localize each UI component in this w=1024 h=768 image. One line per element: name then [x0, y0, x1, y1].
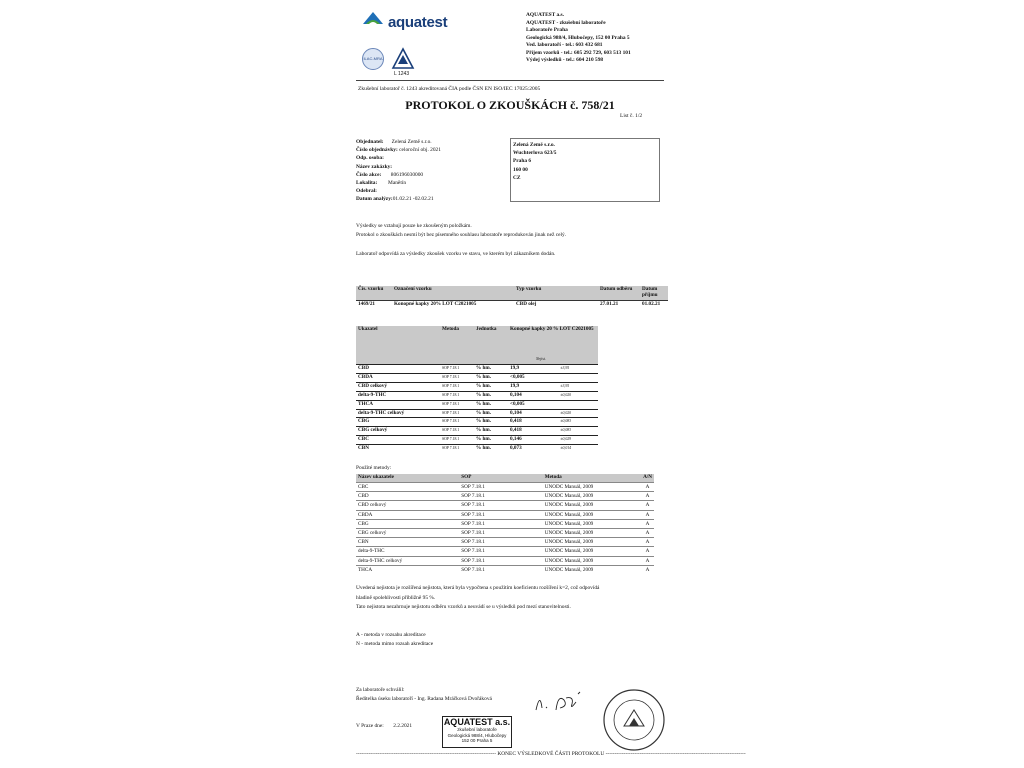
results-name-cell: CBN [356, 445, 440, 453]
document-title: PROTOKOL O ZKOUŠKÁCH č. 758/21 [405, 98, 615, 112]
customer-info [356, 138, 506, 204]
table-row [356, 483, 654, 492]
logo-text: aquatest [388, 14, 448, 31]
table-cell: A [641, 547, 654, 556]
table-cell: A [641, 492, 654, 501]
stamp-title: AQUATEST a.s. [443, 717, 511, 727]
column-header: Čís. vzorku [358, 286, 384, 292]
protocol-page [350, 0, 746, 768]
table-header-row [356, 474, 654, 483]
table-cell: THCA [356, 565, 459, 574]
address-line: Příjem vzorků - tel.: 605 292 729, 603 513 101 [526, 49, 631, 56]
table-row [356, 492, 654, 501]
results-unit-cell: % hm. [474, 382, 508, 391]
table-cell: CBD [356, 492, 459, 501]
table-row [356, 510, 654, 519]
table-cell: A [641, 501, 654, 510]
table-cell: SOP 7.18.1 [459, 483, 542, 492]
column-header: A/N [643, 474, 652, 480]
results-method-cell: SOP 7.18.1 [440, 427, 474, 436]
table-cell: delta-9-THC [356, 547, 459, 556]
table-cell: SOP 7.18.1 [459, 565, 542, 574]
results-unit-cell: % hm. [474, 427, 508, 436]
table-cell: UNODC Manuál, 2009 [543, 547, 641, 556]
address-line: Výdej výsledků - tel.: 604 210 598 [526, 57, 604, 63]
column-header: Metoda [442, 326, 459, 332]
table-cell: SOP 7.18.1 [459, 538, 542, 547]
results-name-cell: CBC [356, 436, 440, 445]
table-cell: UNODC Manuál, 2009 [543, 510, 641, 519]
table-row [356, 565, 654, 574]
results-method-cell: SOP 7.18.1 [440, 391, 474, 400]
scope-notes [356, 222, 656, 240]
table-cell: SOP 7.18.1 [459, 547, 542, 556]
customer-row: Datum analýzy:01.02.21 -02.02.21 [356, 196, 434, 203]
table-row [356, 501, 654, 510]
recipient-line: Wuchterlova 623/5 [513, 150, 557, 157]
legend-a: A - metoda v rozsahu akreditace [356, 632, 426, 638]
results-uncertainty-cell: ±0,014 [558, 445, 598, 453]
results-unit-cell: % hm. [474, 436, 508, 445]
customer-row: Lokalita: Manětín [356, 180, 407, 187]
customer-row: Číslo akce: 806196030000 [356, 171, 424, 178]
column-header: Datum příjmu [642, 286, 658, 298]
table-cell: A [641, 529, 654, 538]
results-method-cell: SOP 7.18.1 [440, 418, 474, 427]
table-cell: UNODC Manuál, 2009 [543, 538, 641, 547]
company-stamp [442, 716, 512, 748]
stamp-line: 152 00 Praha 5 [461, 738, 493, 743]
table-header-row [356, 326, 598, 365]
table-row [356, 445, 598, 453]
header-divider [356, 80, 664, 81]
note-line: hladině spolehlivosti přibližně 95 %. [356, 594, 436, 601]
recipient-line: Zelená Země s.r.o. [513, 142, 555, 148]
table-row [356, 365, 598, 374]
column-header: Typ vzorku [516, 286, 542, 292]
results-name-cell: delta-9-THC [356, 391, 440, 400]
table-row [356, 436, 598, 445]
ilac-badge-icon: ILAC-MRA [362, 48, 384, 70]
results-name-cell: CBD [356, 365, 440, 374]
table-cell: CBD celkový [356, 501, 459, 510]
table-row [356, 400, 598, 409]
results-unit-cell: % hm. [474, 418, 508, 427]
table-cell: UNODC Manuál, 2009 [543, 492, 641, 501]
table-cell: A [641, 519, 654, 528]
customer-row: Odebral: [356, 188, 377, 195]
results-unit-cell: % hm. [474, 445, 508, 453]
table-row [356, 301, 668, 308]
table-cell: 1469/21 [356, 301, 392, 308]
address-line: Ved. laboratoří - tel.: 603 432 681 [526, 42, 603, 48]
approver-name: Ředitelka úseku laboratoří - Ing. Radana Mráčková Dvořáková [356, 696, 492, 702]
note-line: Výsledky se vztahují pouze ke zkoušeným položkám. [356, 223, 472, 229]
sheet-number: List č. 1/2 [620, 113, 643, 119]
table-cell: UNODC Manuál, 2009 [543, 556, 641, 565]
results-unit-cell: % hm. [474, 391, 508, 400]
table-cell: SOP 7.18.1 [459, 501, 542, 510]
table-row [356, 547, 654, 556]
table-cell: A [641, 556, 654, 565]
column-header: Datum odběru [600, 286, 633, 292]
results-method-cell: SOP 7.18.1 [440, 365, 474, 374]
results-name-cell: CBG [356, 418, 440, 427]
table-cell: UNODC Manuál, 2009 [543, 529, 641, 538]
results-value-cell: 19,9 [508, 365, 558, 374]
round-seal-icon [602, 688, 666, 752]
accreditation-number: L 1243 [394, 71, 410, 77]
table-cell: CBC [356, 483, 459, 492]
results-name-cell: CBDA [356, 373, 440, 382]
results-value-cell: 0,073 [508, 445, 558, 453]
table-cell: 27.01.21 [598, 301, 640, 308]
customer-row: Odp. osoba: [356, 155, 384, 162]
uncertainty-label: Nejist. [536, 357, 546, 361]
recipient-box [510, 138, 660, 202]
table-cell: SOP 7.18.1 [459, 492, 542, 501]
recipient-line: Praha 6 [513, 158, 532, 165]
address-line: Laboratoře Praha [526, 27, 568, 33]
cia-accreditation-icon [390, 46, 416, 72]
table-row [356, 529, 654, 538]
table-cell: Konopné kapky 20% LOT C2021005 [392, 301, 514, 308]
results-value-cell: <0,005 [508, 400, 558, 409]
results-uncertainty-cell: ±0,083 [558, 427, 598, 436]
results-value-cell: 0,104 [508, 391, 558, 400]
table-row [356, 382, 598, 391]
column-header: Metoda [544, 474, 562, 480]
results-method-cell: SOP 7.18.1 [440, 409, 474, 418]
end-of-results: ------------------------------------------------------------------------------ KONEC VÝSLEDKOVÉ ČÁSTI PROTOKOLU ------------------------------------------------------------------------------ [356, 751, 746, 757]
results-method-cell: SOP 7.18.1 [440, 445, 474, 453]
results-unit-cell: % hm. [474, 373, 508, 382]
stamp-line: zkušební laboratoře [457, 727, 497, 732]
results-method-cell: SOP 7.18.1 [440, 382, 474, 391]
table-cell: CBD olej [514, 301, 598, 308]
table-row [356, 373, 598, 382]
results-unit-cell: % hm. [474, 400, 508, 409]
customer-row: Název zakázky: [356, 163, 393, 170]
results-uncertainty-cell: ±0,029 [558, 436, 598, 445]
address-line: Geologická 988/4, Hlubočepy, 152 00 Praha 5 [526, 34, 630, 41]
liability-note: Laboratoř odpovídá za výsledky zkoušek vzorku ve stavu, ve kterém byl zákazníkem dodán. [356, 251, 556, 257]
table-row [356, 556, 654, 565]
results-uncertainty-cell [558, 373, 598, 382]
results-uncertainty-cell: ±3,95 [558, 382, 598, 391]
column-header: Ukazatel [358, 326, 378, 332]
results-value-cell: 19,9 [508, 382, 558, 391]
table-cell: A [641, 565, 654, 574]
table-cell: SOP 7.18.1 [459, 510, 542, 519]
table-cell: SOP 7.18.1 [459, 556, 542, 565]
signature-image [530, 688, 600, 714]
note-line: Uvedená nejistota je rozšířená nejistota, která byla vypočtena s použitím koeficientu rozšíření k=2, což odpovídá [356, 585, 600, 591]
column-header: Název ukazatele [358, 474, 394, 480]
table-row [356, 409, 598, 418]
table-row [356, 418, 598, 427]
results-value-cell: 0,104 [508, 409, 558, 418]
table-row [356, 427, 598, 436]
used-methods-body [356, 483, 654, 575]
address-line: AQUATEST a.s. [526, 12, 564, 18]
results-value-cell: 0,146 [508, 436, 558, 445]
table-cell: A [641, 510, 654, 519]
table-header-row [356, 286, 668, 301]
note-line: Tato nejistota nezahrnuje nejistotu odběru vzorků a neuvádí se u výsledků pod mezí stanovitelnosti. [356, 604, 571, 610]
table-cell: SOP 7.18.1 [459, 529, 542, 538]
approval-label: Za laboratoře schválil: [356, 687, 405, 693]
table-cell: SOP 7.18.1 [459, 519, 542, 528]
table-cell: CBDA [356, 510, 459, 519]
approval-date: V Praze dne: 2.2.2021 [356, 723, 413, 729]
accreditation-statement: Zkušební laboratoř č. 1243 akreditovaná ČIA podle ČSN EN ISO/IEC 17025:2005 [358, 86, 541, 92]
results-name-cell: CBG celkový [356, 427, 440, 436]
results-unit-cell: % hm. [474, 365, 508, 374]
recipient-line: CZ [513, 174, 521, 181]
results-uncertainty-cell: ±0,020 [558, 391, 598, 400]
table-cell: UNODC Manuál, 2009 [543, 501, 641, 510]
column-header: Označení vzorku [394, 286, 432, 292]
results-uncertainty-cell: ±3,95 [558, 365, 598, 374]
column-header: Konopné kapky 20 % LOT C2021005 [510, 326, 594, 332]
recipient-line: 160 00 [513, 166, 528, 173]
used-methods-table [356, 474, 654, 574]
aquatest-logo-icon [362, 10, 384, 26]
results-name-cell: THCA [356, 400, 440, 409]
table-cell: CBN [356, 538, 459, 547]
table-row [356, 391, 598, 400]
results-body [356, 365, 598, 454]
results-value-cell: <0,005 [508, 373, 558, 382]
results-method-cell: SOP 7.18.1 [440, 436, 474, 445]
table-cell: UNODC Manuál, 2009 [543, 519, 641, 528]
sample-table [356, 286, 668, 307]
table-cell: CBG [356, 519, 459, 528]
table-cell: UNODC Manuál, 2009 [543, 483, 641, 492]
results-name-cell: delta-9-THC celkový [356, 409, 440, 418]
customer-row: Objednatel: Zelená Země s.r.o. [356, 139, 432, 145]
customer-row: Číslo objednávky: celoroční obj. 2021 [356, 147, 441, 154]
table-cell: A [641, 538, 654, 547]
table-cell: 01.02.21 [640, 301, 668, 308]
results-unit-cell: % hm. [474, 409, 508, 418]
results-uncertainty-cell: ±0,083 [558, 418, 598, 427]
uncertainty-notes [356, 584, 656, 613]
results-method-cell: SOP 7.18.1 [440, 400, 474, 409]
company-address [526, 12, 666, 65]
results-uncertainty-cell [558, 400, 598, 409]
stamp-line: Geologická 988/4, Hlubočepy [447, 732, 507, 738]
table-cell: CBG celkový [356, 529, 459, 538]
table-row [356, 519, 654, 528]
note-line: Protokol o zkouškách nesmí být bez písemného souhlasu laboratoře reprodukován jinak než celý. [356, 232, 567, 238]
column-header: Jednotka [476, 326, 497, 332]
table-cell: A [641, 483, 654, 492]
results-name-cell: CBD celkový [356, 382, 440, 391]
table-cell: delta-9-THC celkový [356, 556, 459, 565]
results-value-cell: 0,418 [508, 427, 558, 436]
method-legend [356, 631, 656, 649]
table-row [356, 538, 654, 547]
legend-n: N - metoda mimo rozsah akreditace [356, 641, 434, 647]
table-cell: UNODC Manuál, 2009 [543, 565, 641, 574]
used-methods-title: Použité metody: [356, 465, 392, 471]
results-table [356, 326, 598, 453]
results-uncertainty-cell: ±0,020 [558, 409, 598, 418]
results-method-cell: SOP 7.18.1 [440, 373, 474, 382]
column-header: SOP [461, 474, 472, 480]
address-line: AQUATEST - zkušební laboratoře [526, 19, 606, 26]
results-value-cell: 0,418 [508, 418, 558, 427]
